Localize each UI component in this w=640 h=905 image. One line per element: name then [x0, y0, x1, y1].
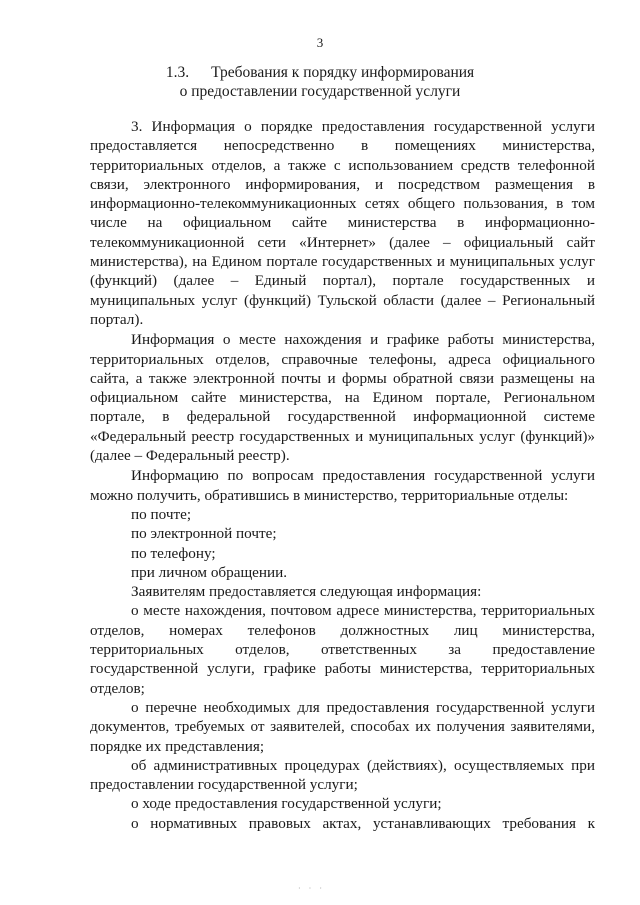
info-item: о ходе предоставления государственной услуги; — [131, 795, 442, 813]
info-item: о перечне необходимых для предоставления государственной услуги документов, требуемых от заявителей, способах их получения заявителями, порядке их представления; — [90, 698, 595, 755]
document-body — [90, 116, 595, 833]
page-number: 3 — [316, 35, 324, 50]
contact-method-item: при личном обращении. — [131, 563, 288, 581]
info-item: о нормативных правовых актах, устанавливающих требования к — [131, 814, 595, 832]
info-item: об административных процедурах (действиях), осуществляемых при предоставлении государственной услуги; — [90, 756, 595, 794]
contact-method-item: по электронной почте; — [131, 525, 277, 543]
section-title-line-1: Требования к порядку информирования — [211, 64, 475, 81]
paragraph-info-procedure: 3. Информация о порядке предоставления государственной услуги предоставляется непосредственно в помещениях министерства, территориальных отделов, а также с использованием средств телефонной связи, электронного информирования, и посредством размещения в информационно-телекоммуникационных сетях общего пользования, в том числе на официальном сайте министерства в информационно-телекоммуникационной сети «Интернет» (далее – официальный сайт министерства), на Едином портале государственных и муниципальных услуг (функций) (далее – Единый портал), портале государственных и муниципальных услуг (функций) Тульской области (далее – Региональный портал). — [90, 118, 595, 328]
section-heading — [120, 63, 520, 101]
paragraph-info-location: Информация о месте нахождения и графике работы министерства, территориальных отделов, справочные телефоны, адреса официального сайта, а также электронной почты и формы обратной связи размещены на официальном сайте министерства, на Едином портале, Региональном портале, в федеральной государственной информационной системе «Федеральный реестр государственных и муниципальных услуг (функций)» (далее – Федеральный реестр). — [90, 331, 595, 465]
contact-method-item: по телефону; — [131, 544, 216, 562]
paragraph-info-questions: Информацию по вопросам предоставления государственной услуги можно получить, обратившись в министерство, территориальные отделы: — [90, 467, 595, 504]
contact-method-item: по почте; — [131, 505, 192, 523]
section-number: 1.3. — [165, 64, 190, 81]
info-item: о месте нахождения, почтовом адресе министерства, территориальных отделов, номерах телефонов должностных лиц министерства, территориальных отделов, ответственных за предоставление государственной услуги, графике работы министерства, территориальных отделов; — [90, 602, 595, 697]
section-title-line-2: о предоставлении государственной услуги — [179, 83, 461, 100]
info-intro: Заявителям предоставляется следующая информация: — [131, 583, 482, 601]
footer-marks: · · · — [298, 884, 325, 893]
section-heading-line-1 — [120, 63, 520, 82]
